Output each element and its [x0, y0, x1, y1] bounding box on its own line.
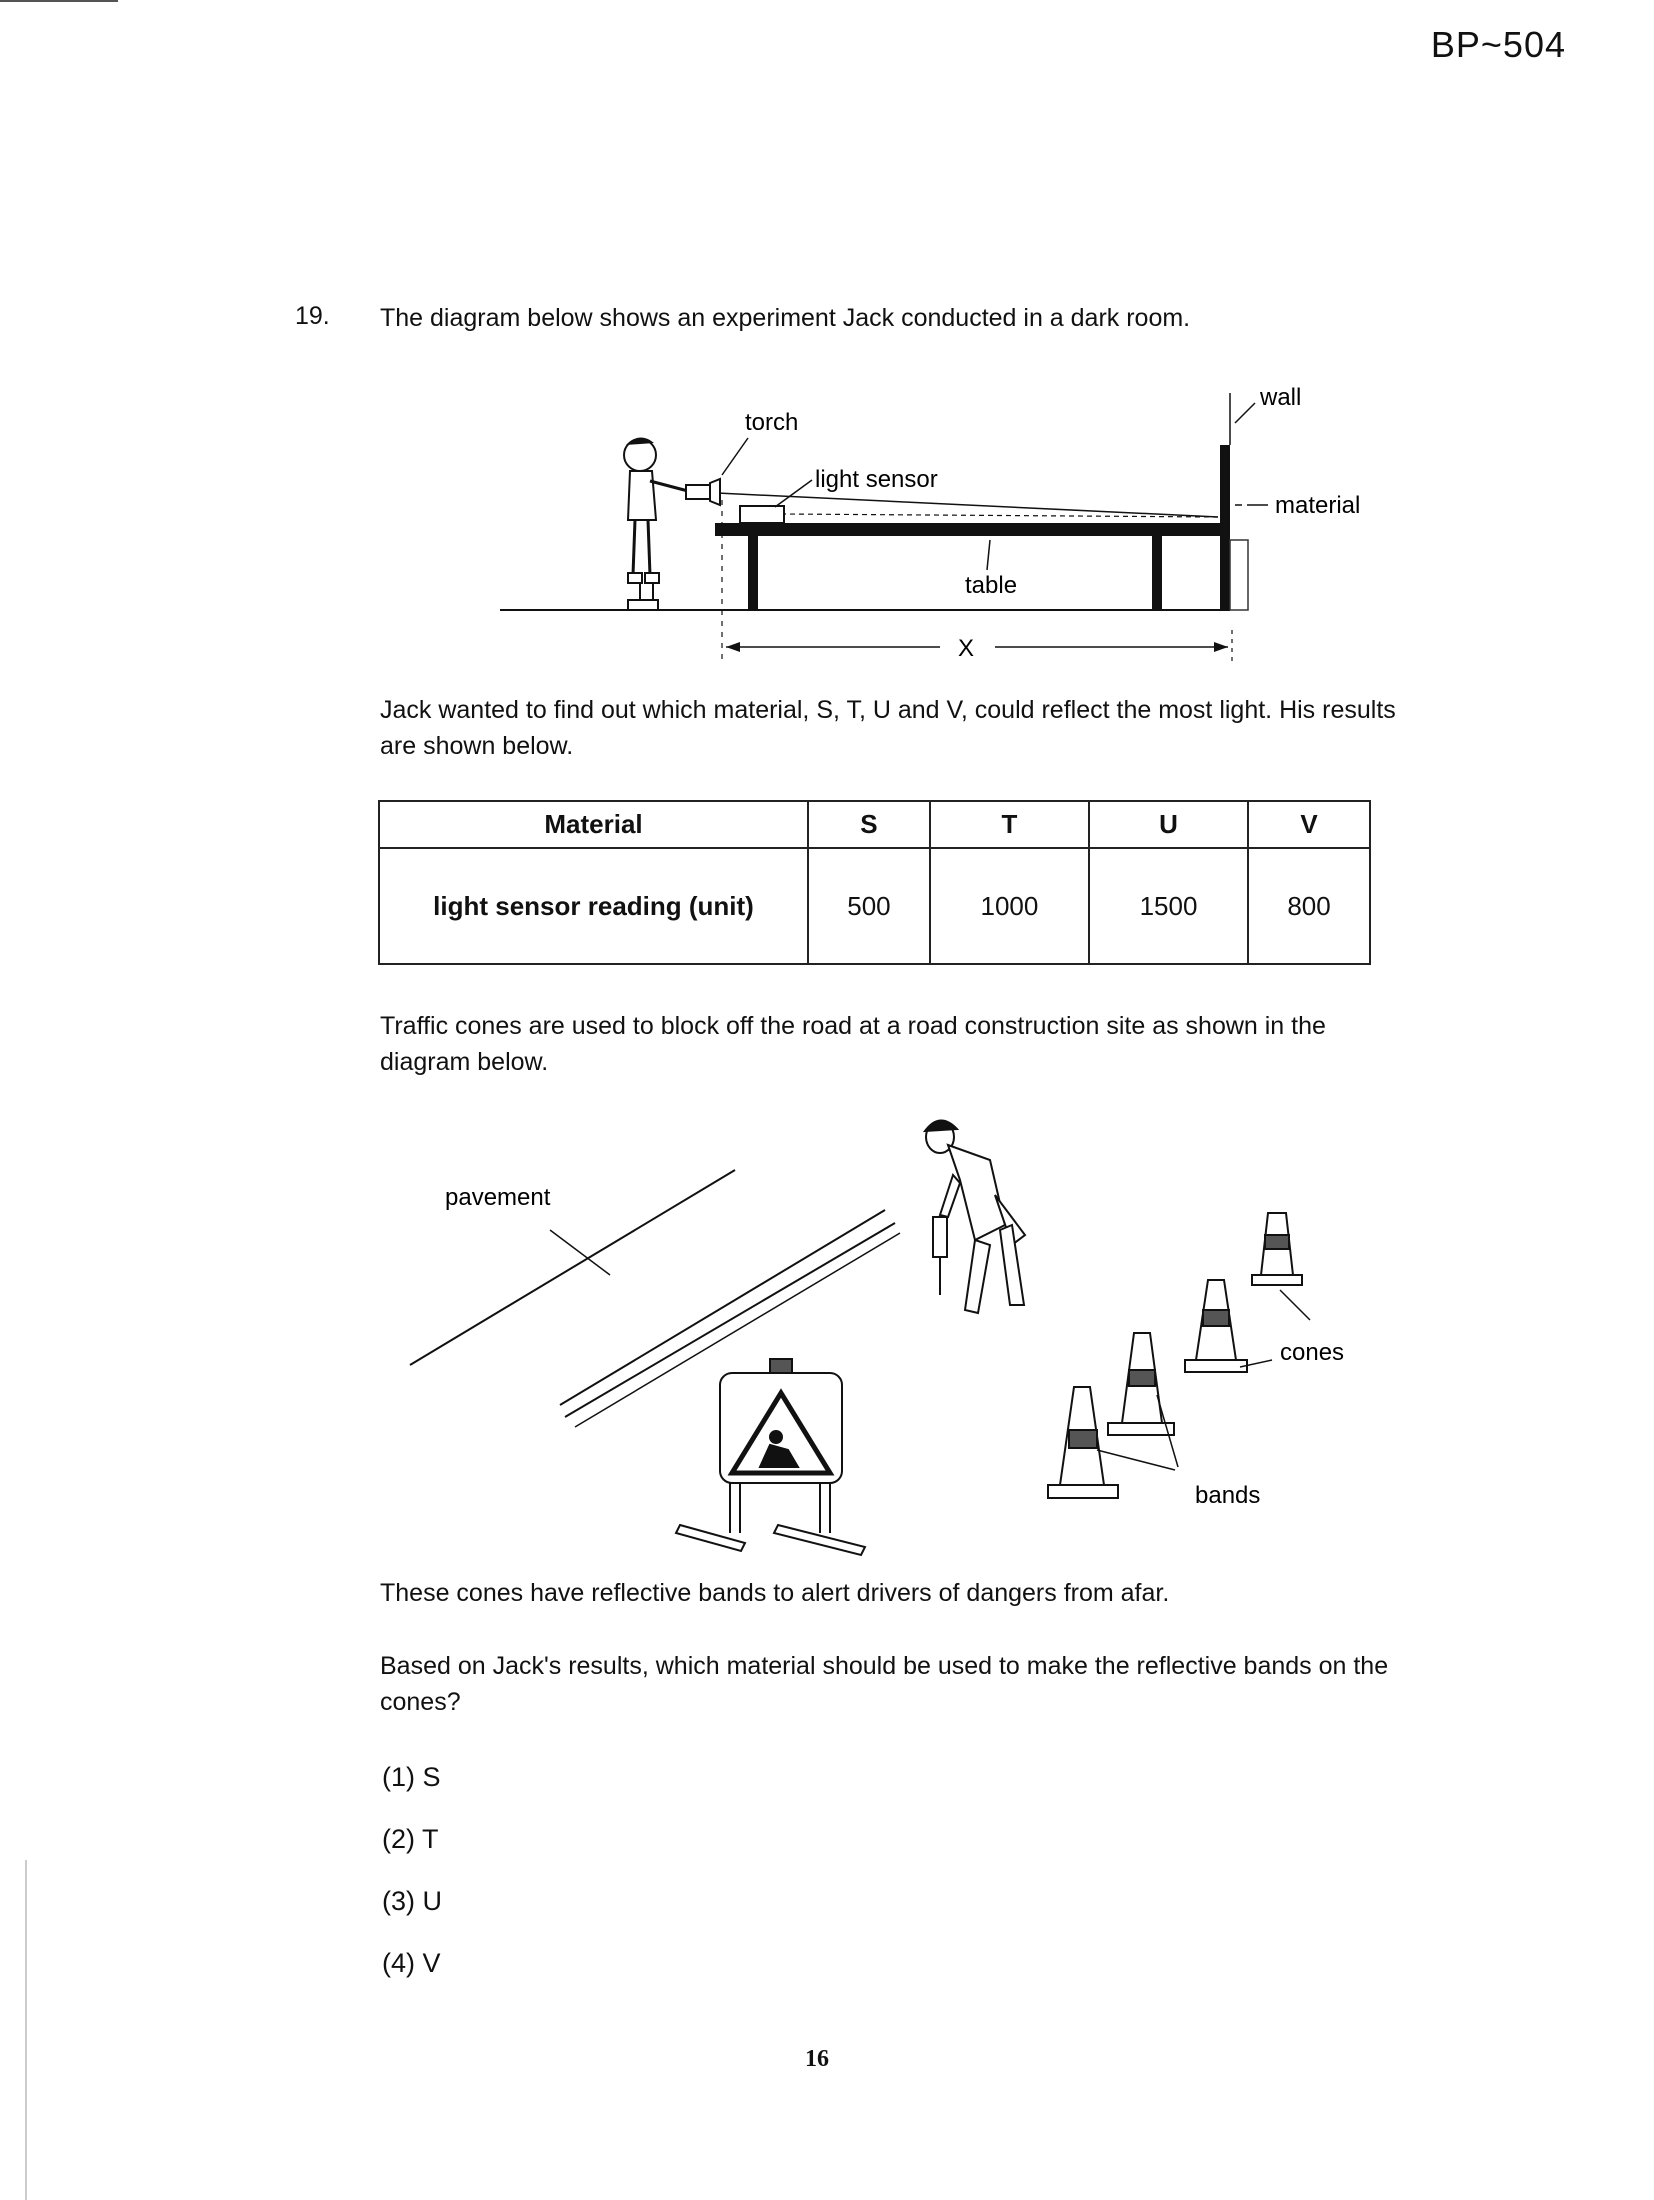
- page-number: 16: [805, 2046, 829, 2072]
- table-label: table: [965, 572, 1018, 599]
- cones-label-pointer-1: [1280, 1290, 1310, 1320]
- row-label: light sensor reading (unit): [379, 848, 808, 964]
- table-row: [379, 848, 1370, 964]
- warning-sign: [676, 1359, 865, 1555]
- table-top: [715, 523, 1220, 536]
- question-para4: These cones have reflective bands to alert drivers of dangers from afar.: [380, 1579, 1170, 1607]
- boy-arm: [650, 481, 688, 491]
- cone-4: [1048, 1387, 1118, 1498]
- value-u: 1500: [1089, 848, 1248, 964]
- light-sensor-label-pointer: [775, 480, 812, 507]
- question-number: 19.: [295, 302, 330, 330]
- wall: [1220, 445, 1230, 610]
- material-label: material: [1275, 492, 1361, 519]
- header-u: U: [1089, 801, 1248, 848]
- table-leg-right: [1152, 536, 1162, 610]
- table-label-pointer: [987, 540, 990, 570]
- experiment-diagram: [490, 375, 1410, 675]
- worker-figure: [925, 1120, 1025, 1313]
- question-para5: Based on Jack's results, which material should be used to make the reflective bands on the cones?: [380, 1652, 1389, 1716]
- header-material: Material: [379, 801, 808, 848]
- boy-feet: [628, 600, 658, 610]
- scan-margin-mark: [25, 1860, 27, 2200]
- wall-base: [1230, 540, 1248, 610]
- cones-label: cones: [1280, 1339, 1345, 1366]
- table-leg-left: [748, 536, 758, 610]
- header-v: V: [1248, 801, 1370, 848]
- bands-label-pointer-1: [1097, 1450, 1175, 1470]
- header-s: S: [808, 801, 930, 848]
- value-v: 800: [1248, 848, 1370, 964]
- light-sensor-label: light sensor: [815, 466, 938, 493]
- option-4[interactable]: (4) V: [382, 1948, 441, 1978]
- torch-label-pointer: [722, 438, 748, 475]
- torch: [686, 485, 710, 499]
- option-1[interactable]: (1) S: [382, 1762, 441, 1792]
- wall-label: wall: [1260, 384, 1302, 411]
- wall-label-pointer: [1235, 403, 1255, 423]
- cone-2: [1185, 1280, 1247, 1372]
- light-beam-out: [717, 493, 1218, 517]
- road-site-diagram: [400, 1105, 1360, 1565]
- torch-label: torch: [745, 409, 799, 436]
- question-para2: Jack wanted to find out which material, S, T, U and V, could reflect the most light. His results are shown below.: [380, 696, 1396, 760]
- value-s: 500: [808, 848, 930, 964]
- page-code: BP~504: [1430, 24, 1566, 65]
- cone-1: [1252, 1213, 1302, 1285]
- question-intro: The diagram below shows an experiment Jack conducted in a dark room.: [380, 304, 1191, 332]
- scan-top-edge-mark: [0, 0, 118, 2]
- bands-label: bands: [1195, 1482, 1261, 1509]
- distance-label: X: [958, 635, 975, 662]
- question-para3: Traffic cones are used to block off the road at a road construction site as shown in the diagram below.: [380, 1012, 1326, 1076]
- pavement-label: pavement: [445, 1184, 551, 1211]
- header-t: T: [930, 801, 1089, 848]
- option-3[interactable]: (3) U: [382, 1886, 442, 1916]
- pavement-label-pointer: [550, 1230, 610, 1275]
- boy-body: [628, 471, 656, 520]
- option-2[interactable]: (2) T: [382, 1824, 439, 1854]
- value-t: 1000: [930, 848, 1089, 964]
- results-table: [378, 800, 1371, 965]
- light-sensor-box: [740, 506, 784, 523]
- table-header-row: [379, 801, 1370, 848]
